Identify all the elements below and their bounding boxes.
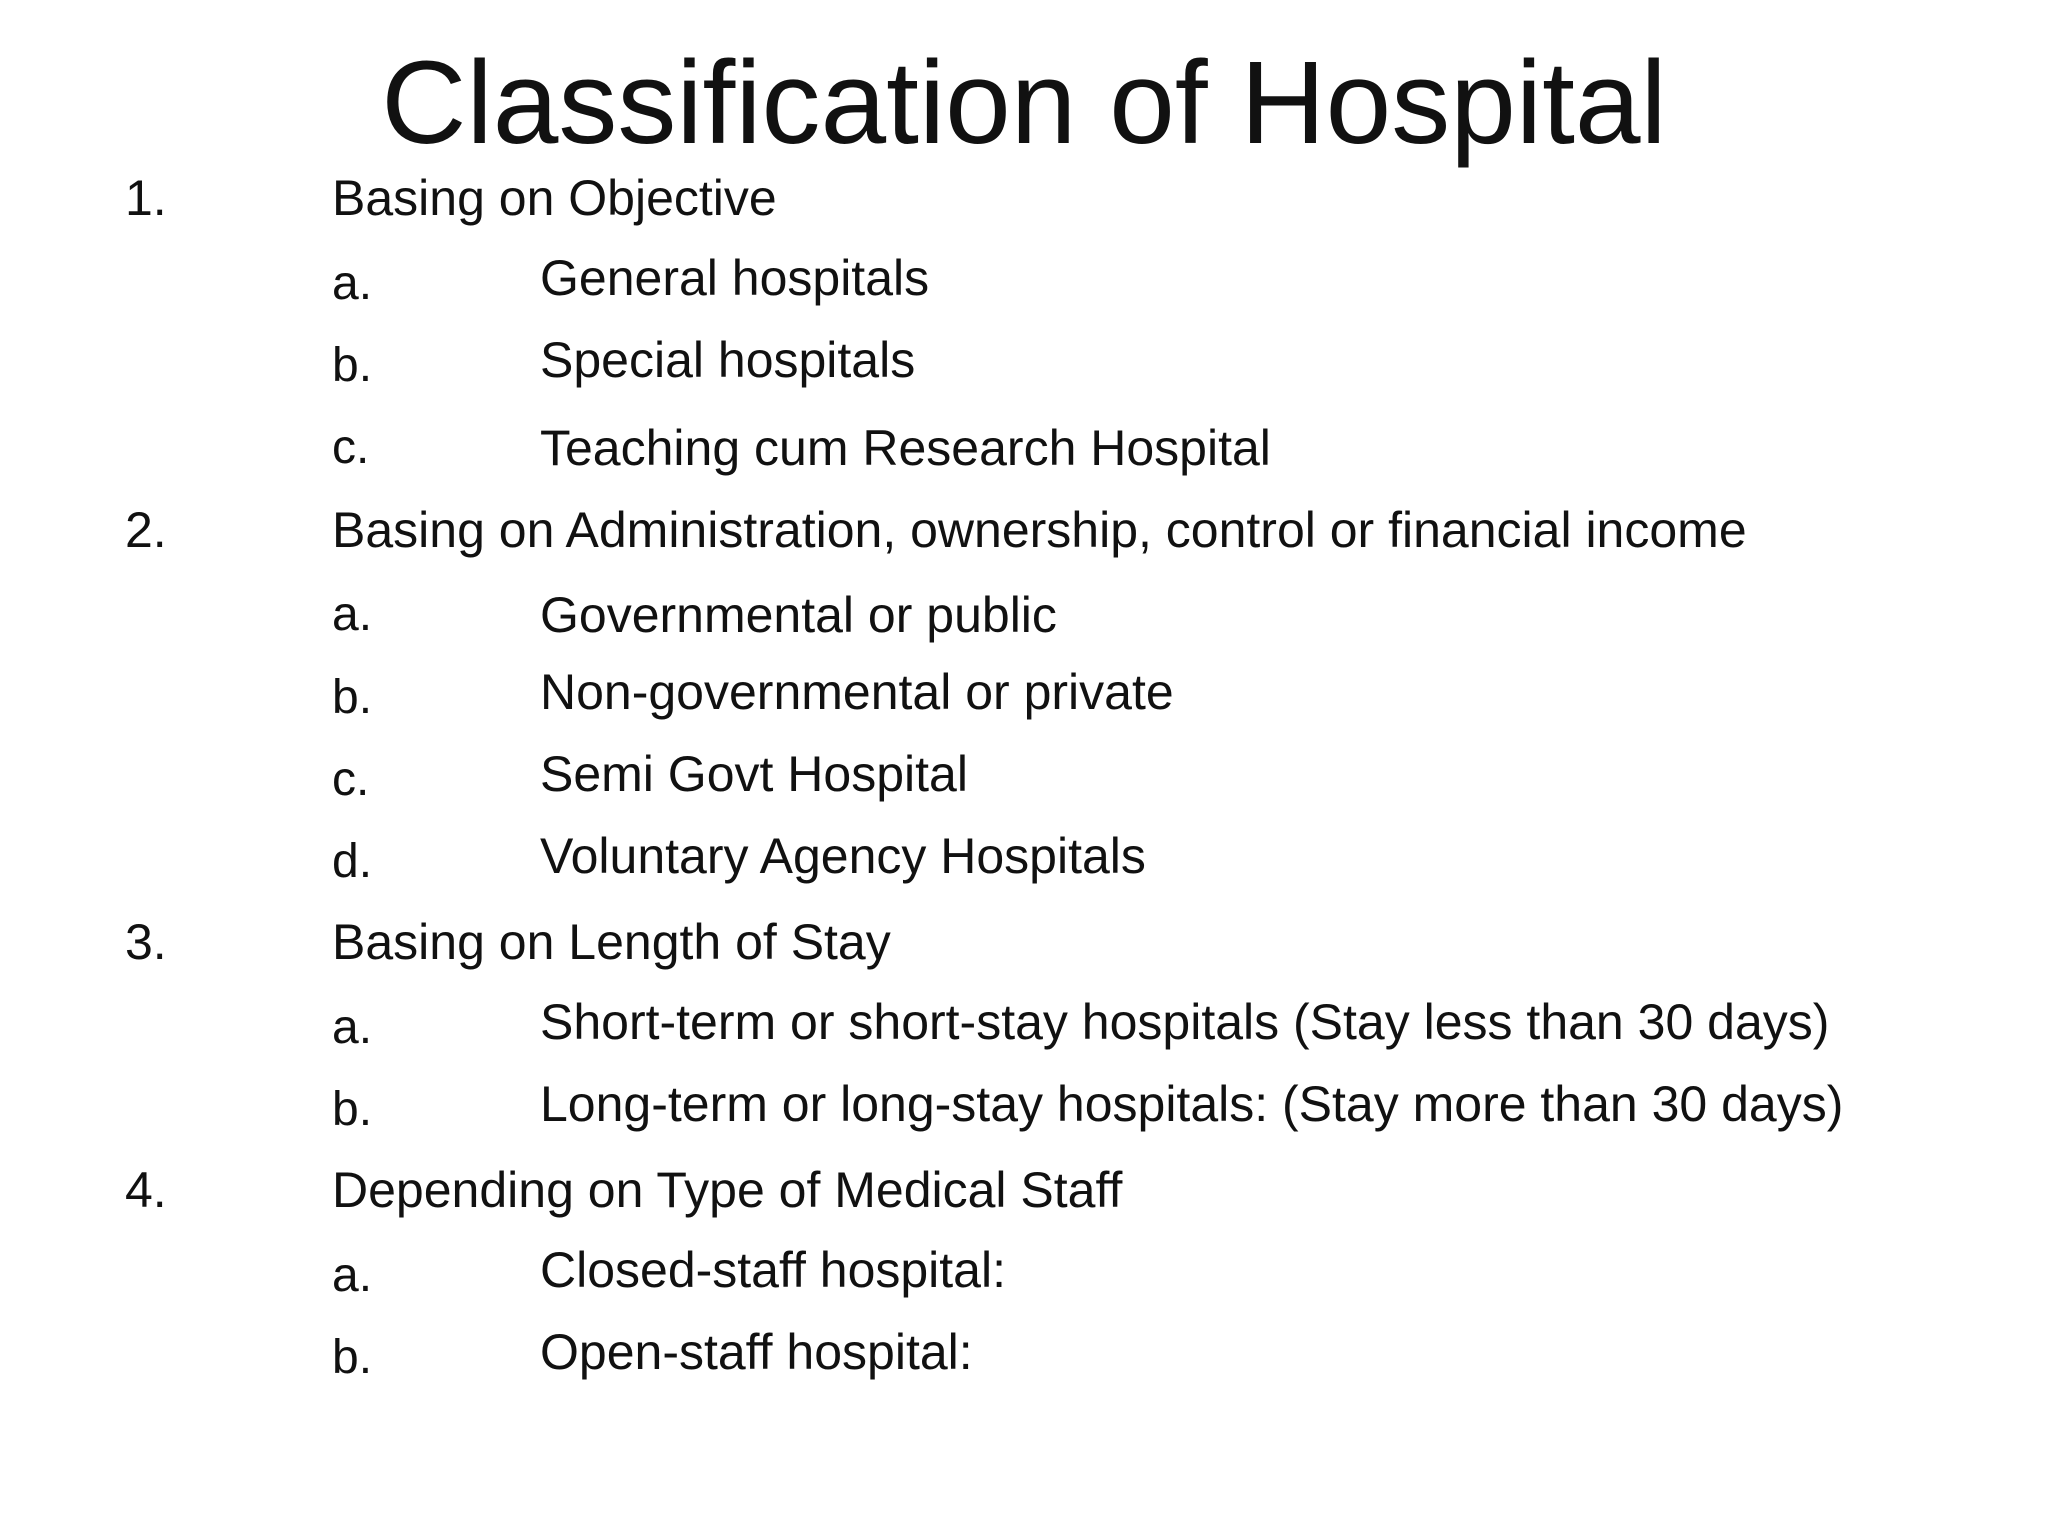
section-heading: Basing on Administration, ownership, control or financial income [332, 502, 1747, 558]
item-letter: a. [332, 1249, 373, 1302]
item-letter: b. [332, 671, 373, 724]
item-letter: a. [332, 257, 373, 310]
item-text: Teaching cum Research Hospital [540, 420, 1271, 476]
item-letter: c. [332, 421, 370, 474]
section-number: 3. [125, 914, 167, 970]
item-text: General hospitals [540, 250, 930, 306]
item-text: Governmental or public [540, 587, 1057, 643]
item-text: Semi Govt Hospital [540, 746, 968, 802]
item-text: Long-term or long-stay hospitals: (Stay more than 30 days) [540, 1076, 1844, 1132]
item-letter: b. [332, 339, 373, 392]
section-number: 2. [125, 502, 167, 558]
item-text: Open-staff hospital: [540, 1324, 973, 1380]
slide-title: Classification of Hospital [381, 37, 1667, 169]
section-heading: Basing on Length of Stay [332, 914, 891, 970]
item-text: Special hospitals [540, 332, 916, 388]
section-number: 1. [125, 170, 167, 226]
item-text: Closed-staff hospital: [540, 1242, 1006, 1298]
item-letter: a. [332, 1001, 373, 1054]
item-text: Non-governmental or private [540, 664, 1174, 720]
item-letter: c. [332, 753, 370, 806]
section-number: 4. [125, 1162, 167, 1218]
item-letter: b. [332, 1331, 373, 1384]
section-heading: Basing on Objective [332, 170, 777, 226]
item-letter: a. [332, 588, 373, 641]
item-text: Short-term or short-stay hospitals (Stay less than 30 days) [540, 994, 1830, 1050]
item-letter: d. [332, 835, 373, 888]
item-text: Voluntary Agency Hospitals [540, 828, 1146, 884]
item-letter: b. [332, 1083, 373, 1136]
section-heading: Depending on Type of Medical Staff [332, 1162, 1123, 1218]
